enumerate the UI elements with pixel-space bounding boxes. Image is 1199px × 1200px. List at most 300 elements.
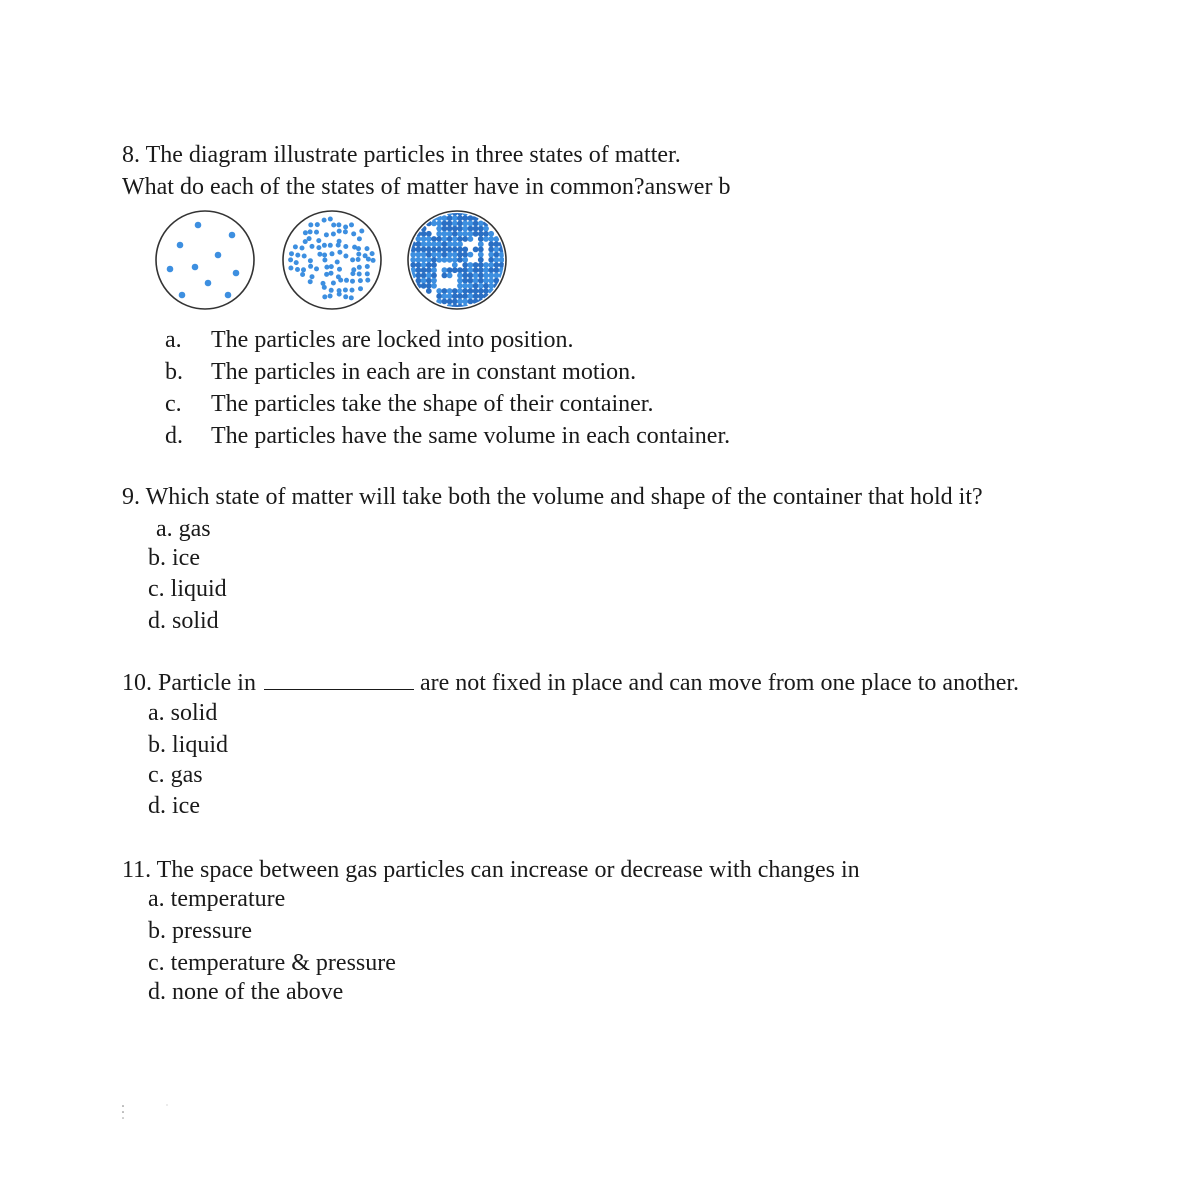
solid-particle xyxy=(457,273,463,279)
liquid-particle xyxy=(308,264,313,269)
solid-particle xyxy=(421,247,427,253)
solid-particle xyxy=(457,215,463,221)
liquid-particle xyxy=(310,274,315,279)
solid-particle xyxy=(488,231,494,237)
solid-particle xyxy=(447,257,453,263)
liquid-particle xyxy=(329,271,334,276)
liquid-particle xyxy=(331,223,336,228)
solid-particle xyxy=(452,247,458,253)
solid-particle xyxy=(452,252,458,258)
liquid-particle xyxy=(349,222,354,227)
q8-option-a-text: The particles are locked into position. xyxy=(211,327,574,353)
solid-particles-circle xyxy=(408,210,506,309)
solid-particle xyxy=(462,288,468,294)
solid-particle xyxy=(473,221,479,227)
liquid-particle xyxy=(316,245,321,250)
solid-particle xyxy=(468,221,474,227)
liquid-particle xyxy=(328,294,333,299)
solid-particle xyxy=(416,273,422,279)
solid-particle xyxy=(436,293,442,299)
solid-particle xyxy=(431,267,437,273)
solid-particle xyxy=(426,273,432,279)
solid-particle xyxy=(462,273,468,279)
liquid-particle xyxy=(357,272,362,277)
solid-particle xyxy=(457,221,463,227)
liquid-particle xyxy=(350,279,355,284)
solid-particle xyxy=(468,299,474,305)
solid-particle xyxy=(421,231,427,237)
q10-answer-blank[interactable] xyxy=(264,667,414,690)
solid-particle xyxy=(426,288,432,294)
solid-particle xyxy=(478,241,484,247)
solid-particle xyxy=(410,262,416,268)
liquid-particle xyxy=(295,253,300,258)
solid-particle xyxy=(436,252,442,258)
solid-particle xyxy=(462,262,468,268)
solid-particle xyxy=(478,231,484,237)
solid-particle xyxy=(426,231,432,237)
solid-particle xyxy=(431,221,437,227)
solid-particle xyxy=(462,293,468,299)
solid-particle xyxy=(416,257,422,263)
solid-particle xyxy=(457,299,463,305)
solid-particle xyxy=(457,283,463,289)
solid-particle xyxy=(452,231,458,237)
liquid-particle xyxy=(338,278,343,283)
liquid-particle xyxy=(350,288,355,293)
liquid-particle xyxy=(336,222,341,227)
liquid-particle xyxy=(343,288,348,293)
solid-particle xyxy=(452,226,458,232)
q10-suffix: are not fixed in place and can move from one place to another. xyxy=(419,670,1020,696)
solid-particle xyxy=(468,231,474,237)
liquid-particle xyxy=(294,260,299,265)
liquid-particle xyxy=(322,243,327,248)
solid-particle xyxy=(436,247,442,253)
solid-particle xyxy=(421,278,427,284)
solid-particle xyxy=(421,252,427,258)
solid-particle xyxy=(483,267,489,273)
q11-question: 11. The space between gas particles can increase or decrease with changes in xyxy=(122,857,860,883)
solid-particle xyxy=(488,273,494,279)
liquid-particle xyxy=(335,260,340,265)
states-of-matter-diagram xyxy=(150,205,520,310)
solid-particle xyxy=(468,215,474,221)
q10-option-c[interactable]: c. gas xyxy=(148,762,203,788)
solid-particle xyxy=(494,267,500,273)
liquid-particle xyxy=(331,281,336,286)
liquid-particle xyxy=(308,222,313,227)
solid-particle xyxy=(483,288,489,294)
solid-particle xyxy=(457,226,463,232)
solid-particle xyxy=(436,236,442,242)
solid-particle xyxy=(442,267,448,273)
solid-particle xyxy=(442,215,448,221)
q8-option-a-letter: a. xyxy=(165,327,182,353)
solid-particle xyxy=(499,257,505,263)
solid-particle xyxy=(478,267,484,273)
solid-particle xyxy=(488,267,494,273)
solid-particle xyxy=(462,226,468,232)
solid-particle xyxy=(488,247,494,253)
q8-option-c-letter: c. xyxy=(165,391,182,417)
liquid-particle xyxy=(365,246,370,251)
solid-particle xyxy=(488,283,494,289)
solid-particle xyxy=(488,257,494,263)
liquid-particle xyxy=(350,257,355,262)
liquid-particle xyxy=(308,279,313,284)
solid-particle xyxy=(473,231,479,237)
solid-particle xyxy=(478,247,484,253)
solid-particle xyxy=(447,221,453,227)
liquid-particle xyxy=(324,232,329,237)
solid-particle xyxy=(447,252,453,258)
solid-particle xyxy=(421,262,427,268)
q11-option-a[interactable]: a. temperature xyxy=(148,886,286,912)
solid-particle xyxy=(457,247,463,253)
solid-particle xyxy=(462,267,468,273)
solid-particle xyxy=(478,221,484,227)
solid-particle xyxy=(421,283,427,289)
liquid-particle xyxy=(322,258,327,263)
solid-particle xyxy=(431,241,437,247)
solid-particle xyxy=(447,231,453,237)
solid-particle xyxy=(452,299,458,305)
solid-particle xyxy=(473,278,479,284)
liquid-particle xyxy=(316,238,321,243)
solid-particle xyxy=(431,247,437,253)
solid-particle xyxy=(416,252,422,258)
liquid-particle xyxy=(328,217,333,222)
liquid-particle xyxy=(350,271,355,276)
solid-particle xyxy=(473,247,479,253)
q9-option-a[interactable]: a. gas xyxy=(156,516,211,542)
solid-particle xyxy=(457,267,463,273)
solid-particle xyxy=(410,257,416,263)
liquid-particles-circle xyxy=(283,211,381,309)
q8-option-d[interactable] xyxy=(165,421,730,451)
q9-option-b[interactable]: b. ice xyxy=(148,545,200,571)
solid-particle xyxy=(452,221,458,227)
q9-option-d[interactable]: d. solid xyxy=(148,608,219,634)
solid-particle xyxy=(447,226,453,232)
solid-particle xyxy=(468,273,474,279)
liquid-particle xyxy=(336,243,341,248)
liquid-particle xyxy=(365,278,370,283)
solid-particle xyxy=(452,236,458,242)
solid-particle xyxy=(462,257,468,263)
solid-particle xyxy=(442,273,448,279)
solid-particle xyxy=(452,241,458,247)
solid-particle xyxy=(462,247,468,253)
q8-option-d-text: The particles have the same volume in each container. xyxy=(211,423,731,449)
liquid-particle xyxy=(356,257,361,262)
liquid-particle xyxy=(310,244,315,249)
q9-question: 9. Which state of matter will take both the volume and shape of the container that hold it? xyxy=(122,484,983,510)
solid-particle xyxy=(421,267,427,273)
solid-particle xyxy=(447,241,453,247)
liquid-particle xyxy=(366,257,371,262)
liquid-particle xyxy=(288,266,293,271)
liquid-particle xyxy=(315,222,320,227)
liquid-particle xyxy=(337,267,342,272)
liquid-particle xyxy=(288,257,293,262)
solid-particle xyxy=(452,215,458,221)
q8-option-d-letter: d. xyxy=(165,423,183,449)
solid-particle xyxy=(431,262,437,268)
liquid-particle xyxy=(329,288,334,293)
liquid-particle xyxy=(343,225,348,230)
solid-particle xyxy=(431,236,437,242)
liquid-particle xyxy=(289,251,294,256)
liquid-particle xyxy=(303,230,308,235)
solid-particle xyxy=(447,299,453,305)
liquid-particle xyxy=(357,265,362,270)
liquid-particle xyxy=(343,244,348,249)
solid-particle xyxy=(494,273,500,279)
solid-particle xyxy=(483,273,489,279)
solid-particle xyxy=(488,241,494,247)
solid-particle xyxy=(468,226,474,232)
q8-option-b-text: The particles in each are in constant motion. xyxy=(211,359,637,385)
solid-particle xyxy=(462,278,468,284)
solid-particle xyxy=(462,231,468,237)
solid-particle xyxy=(442,236,448,242)
solid-particle xyxy=(421,273,427,279)
solid-particle xyxy=(488,252,494,258)
solid-particle xyxy=(442,247,448,253)
q8-question-line1: 8. The diagram illustrate particles in three states of matter. xyxy=(122,142,681,168)
solid-particle xyxy=(462,252,468,258)
solid-particle xyxy=(462,236,468,242)
liquid-particle xyxy=(329,264,334,269)
solid-particle xyxy=(478,288,484,294)
solid-particle xyxy=(473,288,479,294)
solid-particle xyxy=(421,257,427,263)
solid-particle xyxy=(483,236,489,242)
q8-question-line2: What do each of the states of matter have in common?answer b xyxy=(122,174,731,200)
solid-particle xyxy=(494,252,500,258)
solid-particle xyxy=(426,236,432,242)
solid-particle xyxy=(457,236,463,242)
solid-particle xyxy=(468,288,474,294)
q10-option-a[interactable]: a. solid xyxy=(148,700,218,726)
q11-option-b[interactable]: b. pressure xyxy=(148,918,252,944)
solid-particle xyxy=(447,293,453,299)
liquid-particle xyxy=(322,294,327,299)
solid-particle xyxy=(462,215,468,221)
liquid-particle xyxy=(314,230,319,235)
solid-particle xyxy=(416,278,422,284)
solid-particle xyxy=(494,247,500,253)
liquid-particle xyxy=(337,250,342,255)
solid-particle xyxy=(416,267,422,273)
liquid-particle xyxy=(317,252,322,257)
liquid-particle xyxy=(343,254,348,259)
solid-particle xyxy=(431,252,437,258)
solid-particle xyxy=(436,241,442,247)
solid-particle xyxy=(416,262,422,268)
solid-particle xyxy=(478,278,484,284)
solid-particle xyxy=(426,262,432,268)
solid-particle xyxy=(473,226,479,232)
solid-particle xyxy=(457,231,463,237)
liquid-particle xyxy=(343,229,348,234)
solid-particle xyxy=(416,247,422,253)
solid-particle xyxy=(494,262,500,268)
liquid-particle xyxy=(358,286,363,291)
solid-particle xyxy=(416,241,422,247)
solid-particle xyxy=(442,288,448,294)
q10-option-d[interactable]: d. ice xyxy=(148,793,200,819)
liquid-particle xyxy=(337,292,342,297)
solid-particle xyxy=(457,278,463,284)
q10-option-b[interactable]: b. liquid xyxy=(148,732,229,758)
liquid-particle xyxy=(371,258,376,263)
solid-particle xyxy=(468,293,474,299)
q11-option-d[interactable]: d. none of the above xyxy=(148,979,344,1005)
q8-option-a[interactable] xyxy=(165,325,574,355)
liquid-particle xyxy=(324,265,329,270)
solid-particle xyxy=(447,267,453,273)
solid-particle xyxy=(494,241,500,247)
solid-particle xyxy=(436,257,442,263)
solid-particle xyxy=(442,226,448,232)
liquid-particle xyxy=(295,267,300,272)
solid-particle xyxy=(426,252,432,258)
liquid-particle xyxy=(322,253,327,258)
solid-particle xyxy=(483,278,489,284)
solid-particle xyxy=(436,231,442,237)
solid-particle xyxy=(436,226,442,232)
solid-particle xyxy=(431,273,437,279)
solid-particle xyxy=(431,283,437,289)
solid-particle xyxy=(447,288,453,294)
q8-option-c-text: The particles take the shape of their container. xyxy=(211,391,654,417)
liquid-particle xyxy=(308,258,313,263)
solid-particle xyxy=(483,283,489,289)
solid-particle xyxy=(442,252,448,258)
q8-option-b-letter: b. xyxy=(165,359,183,385)
liquid-particle xyxy=(343,294,348,299)
q10-question xyxy=(122,667,1019,698)
q8-option-c[interactable] xyxy=(165,389,653,419)
liquid-particle xyxy=(356,246,361,251)
solid-particle xyxy=(436,288,442,294)
solid-particle xyxy=(421,236,427,242)
solid-particle xyxy=(442,299,448,305)
solid-particle xyxy=(478,273,484,279)
liquid-particle xyxy=(324,272,329,277)
solid-particle xyxy=(416,236,422,242)
scan-specks xyxy=(120,1102,170,1122)
solid-particle xyxy=(473,283,479,289)
liquid-particle xyxy=(357,236,362,241)
solid-particle xyxy=(452,288,458,294)
solid-particle xyxy=(452,262,458,268)
solid-particle xyxy=(442,221,448,227)
liquid-particle xyxy=(337,229,342,234)
solid-particle xyxy=(473,262,479,268)
liquid-particle xyxy=(322,285,327,290)
solid-particle xyxy=(483,226,489,232)
solid-particle xyxy=(478,262,484,268)
solid-particle xyxy=(436,221,442,227)
solid-particle xyxy=(442,231,448,237)
solid-particle xyxy=(457,288,463,294)
liquid-particle xyxy=(300,272,305,277)
solid-particle xyxy=(457,252,463,258)
solid-particle xyxy=(421,241,427,247)
liquid-particle xyxy=(359,229,364,234)
solid-particle xyxy=(488,236,494,242)
liquid-particle xyxy=(365,271,370,276)
solid-particle xyxy=(457,241,463,247)
solid-particle xyxy=(478,293,484,299)
solid-particle xyxy=(478,283,484,289)
liquid-particle xyxy=(308,229,313,234)
solid-particle xyxy=(426,278,432,284)
solid-particle xyxy=(478,252,484,258)
liquid-particle xyxy=(356,252,361,257)
q10-prefix: 10. Particle in xyxy=(122,670,256,696)
solid-particle xyxy=(442,241,448,247)
solid-particle xyxy=(473,267,479,273)
solid-particle xyxy=(447,273,453,279)
liquid-particle xyxy=(370,251,375,256)
liquid-particle xyxy=(358,278,363,283)
liquid-particle xyxy=(328,243,333,248)
solid-particle xyxy=(488,262,494,268)
solid-particle xyxy=(426,267,432,273)
solid-particle xyxy=(426,257,432,263)
q8-option-b[interactable] xyxy=(165,357,636,387)
liquid-particle xyxy=(314,266,319,271)
solid-particle xyxy=(426,283,432,289)
gas-particles-circle xyxy=(156,211,254,309)
solid-particle xyxy=(468,278,474,284)
solid-particle xyxy=(452,257,458,263)
solid-particle xyxy=(447,247,453,253)
solid-particle xyxy=(478,236,484,242)
q11-option-c[interactable]: c. temperature & pressure xyxy=(148,950,396,976)
solid-particle xyxy=(483,231,489,237)
liquid-particle xyxy=(322,218,327,223)
liquid-particle xyxy=(365,264,370,269)
liquid-particle xyxy=(330,251,335,256)
solid-particle xyxy=(462,299,468,305)
liquid-particle xyxy=(344,278,349,283)
solid-particle xyxy=(457,293,463,299)
solid-particle xyxy=(478,257,484,263)
solid-particle xyxy=(442,293,448,299)
solid-particle xyxy=(426,247,432,253)
solid-particle xyxy=(452,267,458,273)
liquid-particle xyxy=(351,231,356,236)
solid-particle xyxy=(452,293,458,299)
solid-particle xyxy=(462,221,468,227)
solid-particle xyxy=(478,226,484,232)
liquid-particle xyxy=(307,236,312,241)
solid-particle xyxy=(447,215,453,221)
solid-particle xyxy=(473,273,479,279)
liquid-particle xyxy=(300,246,305,251)
solid-particle xyxy=(426,241,432,247)
q9-option-c[interactable]: c. liquid xyxy=(148,576,227,602)
solid-particle xyxy=(431,278,437,284)
solid-particle xyxy=(442,257,448,263)
liquid-particle xyxy=(293,244,298,249)
